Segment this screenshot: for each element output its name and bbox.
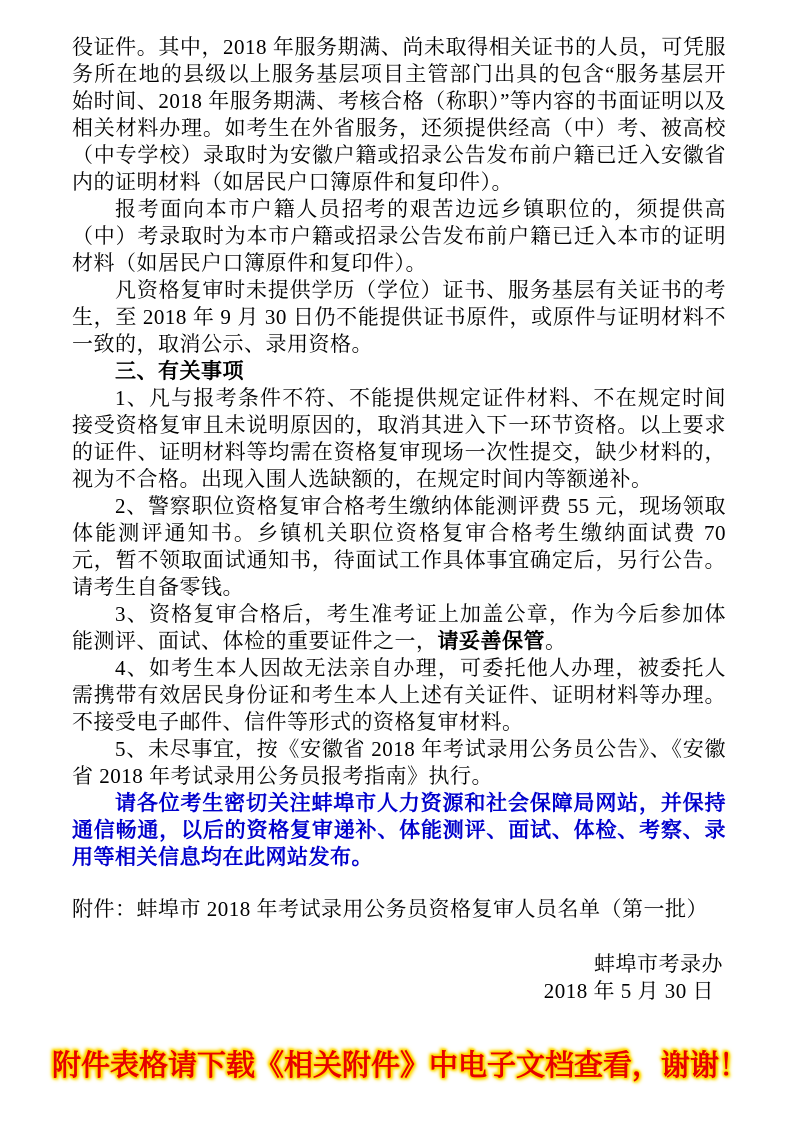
paragraph-notice-blue: 请各位考生密切关注蚌埠市人力资源和社会保障局网站，并保持通信畅通，以后的资格复审递补、体能测评、面试、体检、考察、录用等相关信息均在此网站发布。 xyxy=(72,791,726,869)
text-segment: 3、资格复审合格后，考生准考证上加盖公章，作为今后参加体能测评、面试、体检的重要证件之一， xyxy=(72,602,726,653)
footer-download-notice: 附件表格请下载《相关附件》中电子文档查看，谢谢！ xyxy=(51,1050,748,1082)
paragraph-p1-continuation: 役证件。其中，2018 年服务期满、尚未取得相关证书的人员，可凭服务所在地的县级以上服务基层项目主管部门出具的包含“服务基层开始时间、2018 年服务期满、考核合格（称职）”等内容的书面证明以及相关材料办理。如考生在外省服务，还须提供经高（中）考、被高校（中专学校）录取时为安徽户籍或招录公告发布前户籍已迁入安徽省内的证明材料（如居民户口簿原件和复印件）。 xyxy=(72,35,726,194)
paragraph-heading-section3: 三、有关事项 xyxy=(115,359,244,383)
attachment-line: 附件：蚌埠市 2018 年考试录用公务员资格复审人员名单（第一批） xyxy=(72,897,708,921)
paragraph-item3 xyxy=(72,601,726,655)
paragraph-item1: 1、凡与报考条件不符、不能提供规定证件材料、不在规定时间接受资格复审且未说明原因的，取消其进入下一环节资格。以上要求的证件、证明材料等均需在资格复审现场一次性提交，缺少材料的，视为不合格。出现入围人选缺额的，在规定时间内等额递补。 xyxy=(72,386,726,491)
paragraph-item4: 4、如考生本人因故无法亲自办理，可委托他人办理，被委托人需携带有效居民身份证和考生本人上述有关证件、证明材料等办理。不接受电子邮件、信件等形式的资格复审材料。 xyxy=(72,656,726,734)
signature-org: 蚌埠市考录办 xyxy=(594,952,723,976)
paragraph-p3-certificate-deadline: 凡资格复审时未提供学历（学位）证书、服务基层有关证书的考生，至 2018 年 9 月 30 日仍不能提供证书原件，或原件与证明材料不一致的，取消公示、录用资格。 xyxy=(72,278,726,356)
paragraph-item2: 2、警察职位资格复审合格考生缴纳体能测评费 55 元，现场领取体能测评通知书。乡镇机关职位资格复审合格考生缴纳面试费 70 元，暂不领取面试通知书，待面试工作具体事宜确定后，另行公告。请考生自备零钱。 xyxy=(72,494,726,599)
signature-block xyxy=(544,951,723,1005)
paragraph-p2-local-hukou: 报考面向本市户籍人员招考的艰苦边远乡镇职位的，须提供高（中）考录取时为本市户籍或招录公告发布前户籍已迁入本市的证明材料（如居民户口簿原件和复印件）。 xyxy=(72,197,726,275)
signature-date: 2018 年 5 月 30 日 xyxy=(543,979,714,1003)
document-body xyxy=(72,34,726,871)
text-segment: 。 xyxy=(545,629,567,653)
emphasis-text: 请妥善保管 xyxy=(437,629,545,653)
paragraph-item5: 5、未尽事宜，按《安徽省 2018 年考试录用公务员公告》、《安徽省 2018 年考试录用公务员报考指南》执行。 xyxy=(72,737,726,788)
